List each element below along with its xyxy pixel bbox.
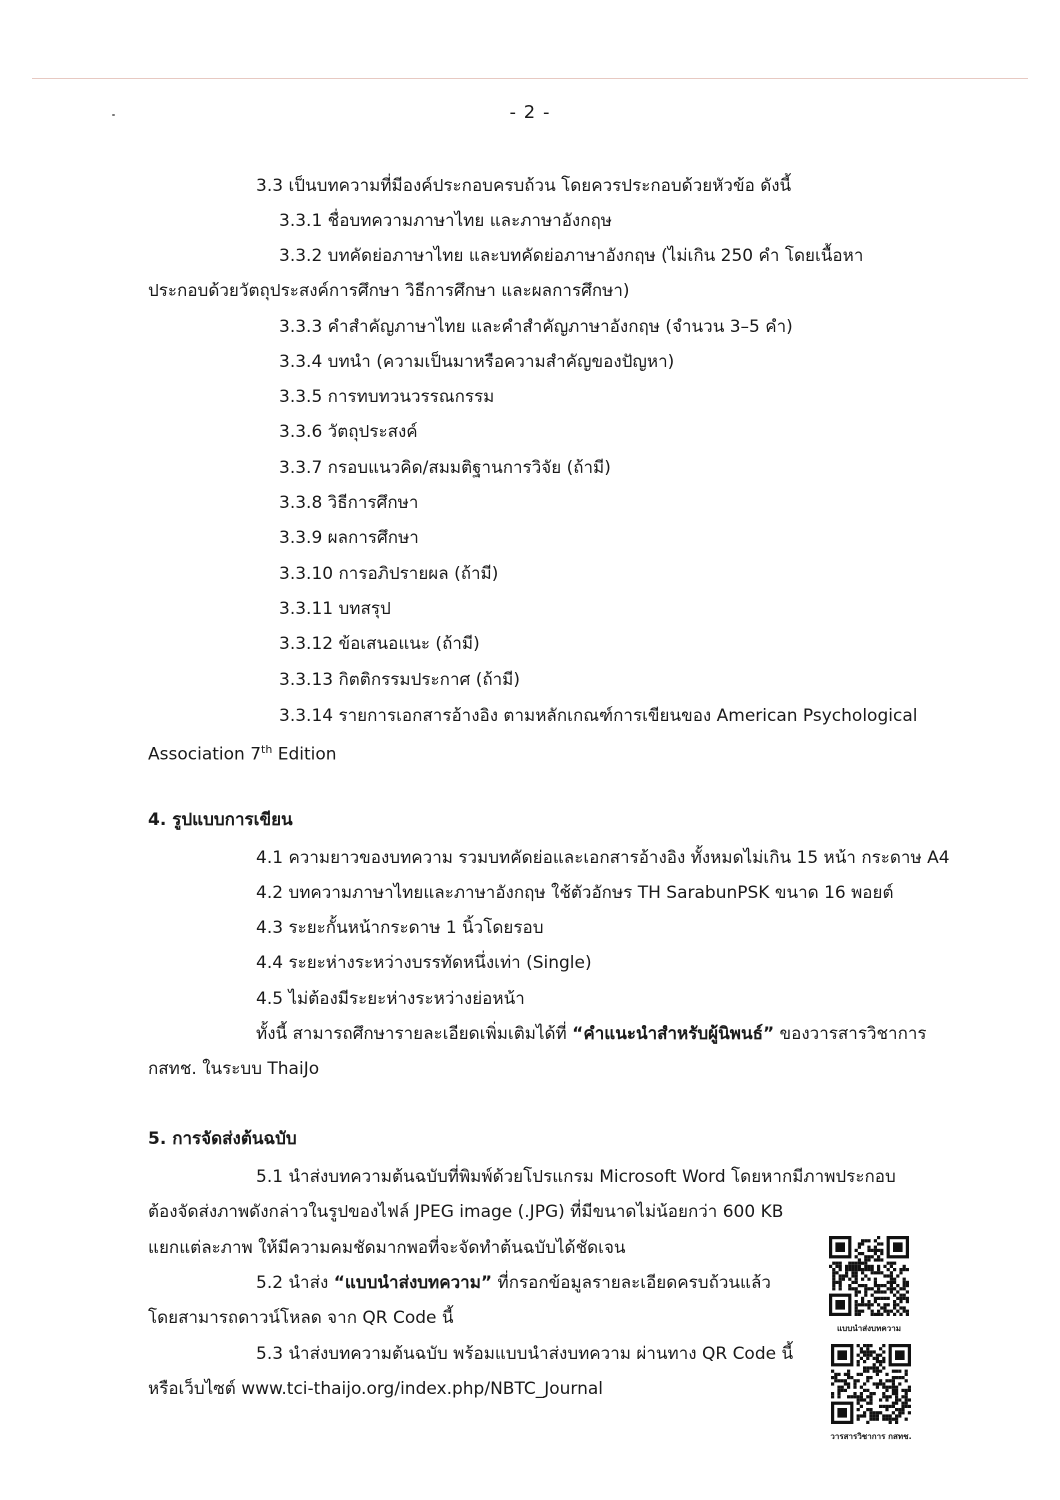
qr-code-icon[interactable] — [831, 1344, 911, 1424]
item-3-3-2: 3.3.2 บทคัดย่อภาษาไทย และบทคัดย่อภาษาอังกฤษ (ไม่เกิน 250 คำ โดยเนื้อหา — [279, 246, 864, 266]
item-4-1: 4.1 ความยาวของบทความ รวมบทคัดย่อและเอกสารอ้างอิง ทั้งหมดไม่เกิน 15 หน้า กระดาษ A4 — [256, 848, 950, 868]
top-rule — [32, 78, 1028, 79]
item-3-3: 3.3 เป็นบทความที่มีองค์ประกอบครบถ้วน โดยควรประกอบด้วยหัวข้อ ดังนี้ — [256, 176, 792, 196]
item-5-3-line2: หรือเว็บไซต์ www.tci-thaijo.org/index.php/NBTC_Journal — [148, 1379, 603, 1399]
note-suffix: ของวารสารวิชาการ — [774, 1024, 927, 1044]
item-5-1-line1: 5.1 นำส่งบทความต้นฉบับที่พิมพ์ด้วยโปรแกรม Microsoft Word โดยหากมีภาพประกอบ — [256, 1167, 896, 1187]
item-4-2: 4.2 บทความภาษาไทยและภาษาอังกฤษ ใช้ตัวอักษร TH SarabunPSK ขนาด 16 พอยต์ — [256, 883, 894, 903]
qr-code-icon[interactable] — [829, 1236, 909, 1316]
item-5-3-line1: 5.3 นำส่งบทความต้นฉบับ พร้อมแบบนำส่งบทความ ผ่านทาง QR Code นี้ — [256, 1344, 794, 1364]
item-3-3-5: 3.3.5 การทบทวนวรรณกรรม — [279, 387, 495, 407]
item-3-3-8: 3.3.8 วิธีการศึกษา — [279, 493, 419, 513]
item-5-1-line3: แยกแต่ละภาพ ให้มีความคมชัดมากพอที่จะจัดทำต้นฉบับได้ชัดเจน — [148, 1238, 626, 1258]
item-3-3-7: 3.3.7 กรอบแนวคิด/สมมติฐานการวิจัย (ถ้ามี) — [279, 458, 611, 478]
apa-edition: Edition — [272, 744, 337, 765]
item-3-3-10: 3.3.10 การอภิปรายผล (ถ้ามี) — [279, 564, 499, 584]
section-4-note-line2: กสทช. ในระบบ ThaiJo — [148, 1059, 320, 1079]
item-5-1-line2: ต้องจัดส่งภาพดังกล่าวในรูปของไฟล์ JPEG image (.JPG) ที่มีขนาดไม่น้อยกว่า 600 KB — [148, 1202, 784, 1222]
item-3-3-9: 3.3.9 ผลการศึกษา — [279, 528, 419, 548]
item-3-3-6: 3.3.6 วัตถุประสงค์ — [279, 422, 418, 442]
section-5-heading: 5. การจัดส่งต้นฉบับ — [148, 1129, 297, 1149]
item-3-3-11: 3.3.11 บทสรุป — [279, 599, 391, 619]
qr-caption-journal: วารสารวิชาการ กสทช. — [830, 1432, 912, 1441]
section-4-note — [256, 1023, 927, 1045]
item-4-5: 4.5 ไม่ต้องมีระยะห่างระหว่างย่อหน้า — [256, 989, 525, 1009]
item-4-3: 4.3 ระยะกั้นหน้ากระดาษ 1 นิ้วโดยรอบ — [256, 918, 544, 938]
item-5-2-line2: โดยสามารถดาวน์โหลด จาก QR Code นี้ — [148, 1308, 454, 1328]
qr-caption-submission-form: แบบนำส่งบทความ — [836, 1324, 902, 1333]
item-3-3-4: 3.3.4 บทนำ (ความเป็นมาหรือความสำคัญของปัญหา) — [279, 352, 675, 372]
apa-superscript: th — [261, 743, 273, 756]
item-5-2-suffix: ที่กรอกข้อมูลรายละเอียดครบถ้วนแล้ว — [492, 1273, 771, 1293]
section-4-heading: 4. รูปแบบการเขียน — [148, 810, 293, 830]
page-number: - 2 - — [509, 102, 551, 123]
note-bold: “คำแนะนำสำหรับผู้นิพนธ์” — [572, 1024, 775, 1044]
note-prefix: ทั้งนี้ สามารถศึกษารายละเอียดเพิ่มเติมได้ที่ — [256, 1024, 573, 1044]
item-4-4: 4.4 ระยะห่างระหว่างบรรทัดหนึ่งเท่า (Single) — [256, 953, 592, 973]
apa-text: Association 7 — [148, 744, 262, 765]
item-3-3-1: 3.3.1 ชื่อบทความภาษาไทย และภาษาอังกฤษ — [279, 211, 613, 231]
apa-continuation — [148, 739, 337, 766]
item-3-3-14: 3.3.14 รายการเอกสารอ้างอิง ตามหลักเกณฑ์การเขียนของ American Psychological — [279, 706, 918, 726]
item-3-3-3: 3.3.3 คำสำคัญภาษาไทย และคำสำคัญภาษาอังกฤษ (จำนวน 3–5 คำ) — [279, 317, 793, 337]
item-5-2-line1 — [256, 1272, 771, 1294]
item-3-3-13: 3.3.13 กิตติกรรมประกาศ (ถ้ามี) — [279, 670, 521, 690]
item-3-3-12: 3.3.12 ข้อเสนอแนะ (ถ้ามี) — [279, 634, 480, 654]
item-3-3-2-continuation: ประกอบด้วยวัตถุประสงค์การศึกษา วิธีการศึกษา และผลการศึกษา) — [148, 281, 630, 301]
item-5-2-bold: “แบบนำส่งบทความ” — [333, 1273, 493, 1293]
item-5-2-prefix: 5.2 นำส่ง — [256, 1273, 334, 1293]
